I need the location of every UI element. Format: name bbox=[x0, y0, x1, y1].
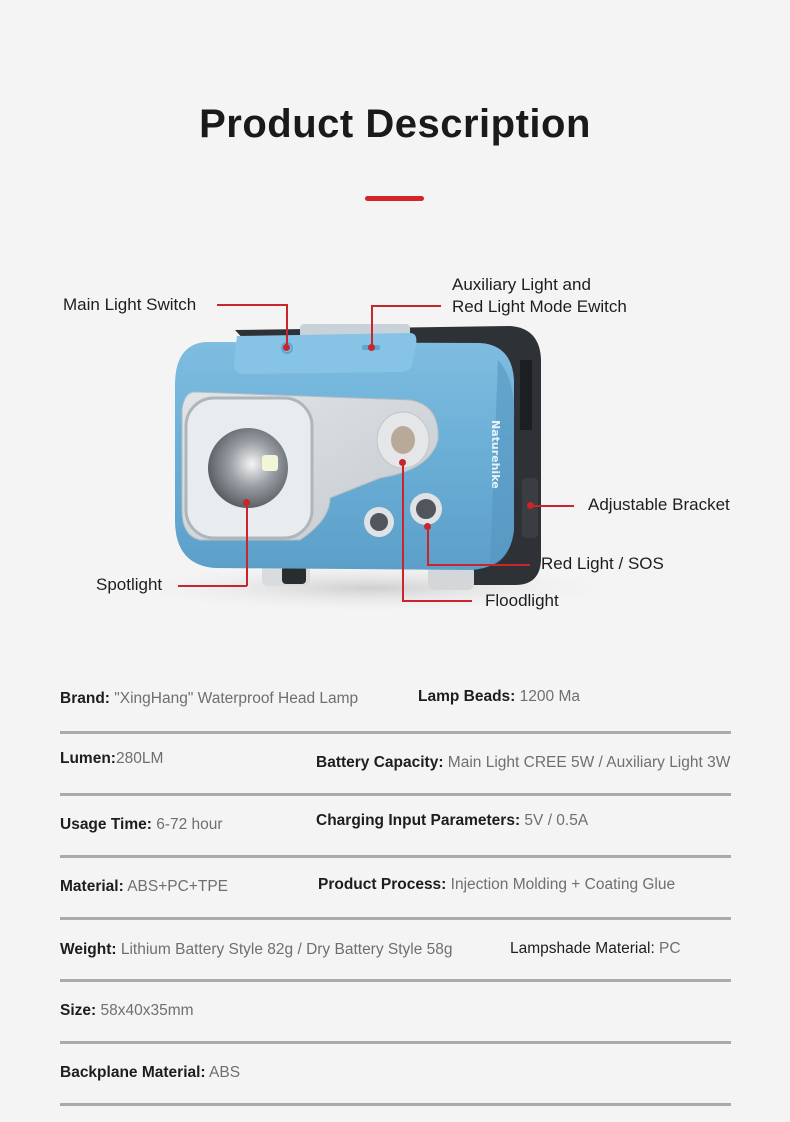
leader-line bbox=[530, 505, 574, 507]
spec-key: Lamp Beads: bbox=[418, 688, 516, 705]
callout-spotlight: Spotlight bbox=[96, 575, 163, 594]
spec-value: PC bbox=[654, 940, 681, 957]
spec-value: ABS bbox=[205, 1064, 241, 1081]
spec-key: Material: bbox=[60, 878, 124, 895]
leader-line bbox=[402, 600, 472, 602]
spec-value: 58x40x35mm bbox=[96, 1002, 194, 1019]
spec-value: Injection Molding + Coating Glue bbox=[446, 876, 676, 893]
callout-dot bbox=[283, 344, 290, 351]
callout-adjustable-bracket: Adjustable Bracket bbox=[588, 495, 730, 514]
spec-row-usage-time bbox=[60, 796, 731, 858]
spec-row-material bbox=[60, 858, 731, 920]
spec-key: Backplane Material: bbox=[60, 1064, 206, 1081]
leader-line bbox=[371, 305, 441, 307]
spec-key: Product Process: bbox=[318, 876, 447, 893]
callout-dot bbox=[527, 502, 534, 509]
leader-line bbox=[246, 502, 248, 586]
spec-key: Lumen: bbox=[60, 750, 116, 767]
spec-row-weight bbox=[60, 920, 731, 982]
spec-row-size bbox=[60, 982, 731, 1044]
spec-value: ABS+PC+TPE bbox=[123, 878, 228, 895]
spec-table bbox=[60, 672, 731, 1106]
spec-value: Main Light CREE 5W / Auxiliary Light 3W bbox=[443, 754, 731, 771]
leader-line bbox=[427, 564, 530, 566]
callout-aux-switch-line1: Auxiliary Light and bbox=[452, 275, 591, 294]
spec-key: Brand: bbox=[60, 690, 110, 707]
spec-value: 5V / 0.5A bbox=[520, 812, 589, 829]
spec-value: 1200 Ma bbox=[515, 688, 580, 705]
spec-key: Size: bbox=[60, 1002, 97, 1019]
spec-key: Charging Input Parameters: bbox=[316, 812, 521, 829]
callout-dot bbox=[368, 344, 375, 351]
spec-key: Weight: bbox=[60, 941, 117, 958]
spec-key: Lampshade Material: bbox=[510, 940, 655, 957]
spec-key: Usage Time: bbox=[60, 816, 152, 833]
spec-value: Lithium Battery Style 82g / Dry Battery Style 58g bbox=[116, 941, 453, 958]
callout-red-light-sos: Red Light / SOS bbox=[541, 554, 664, 573]
spec-row-lumen bbox=[60, 734, 731, 796]
leader-line bbox=[217, 304, 287, 306]
callout-main-light-switch: Main Light Switch bbox=[63, 295, 197, 314]
spec-row-backplane bbox=[60, 1044, 731, 1106]
spec-row-brand bbox=[60, 672, 731, 734]
spec-value: 6-72 hour bbox=[151, 816, 223, 833]
page-title: Product Description bbox=[199, 102, 591, 146]
leader-line bbox=[178, 585, 247, 587]
callout-aux-switch-line2: Red Light Mode Ewitch bbox=[452, 297, 627, 316]
spec-value: 280LM bbox=[115, 750, 164, 767]
spec-key: Battery Capacity: bbox=[316, 754, 444, 771]
brand-print: Naturehike bbox=[489, 420, 502, 489]
callout-floodlight: Floodlight bbox=[485, 591, 559, 610]
leader-line bbox=[371, 305, 373, 347]
spec-value: "XingHang" Waterproof Head Lamp bbox=[109, 690, 359, 707]
callout-dot bbox=[243, 499, 250, 506]
leader-line bbox=[286, 304, 288, 348]
callout-dot bbox=[399, 459, 406, 466]
callout-dot bbox=[424, 523, 431, 530]
leader-line bbox=[427, 527, 429, 565]
leader-line bbox=[402, 462, 404, 601]
